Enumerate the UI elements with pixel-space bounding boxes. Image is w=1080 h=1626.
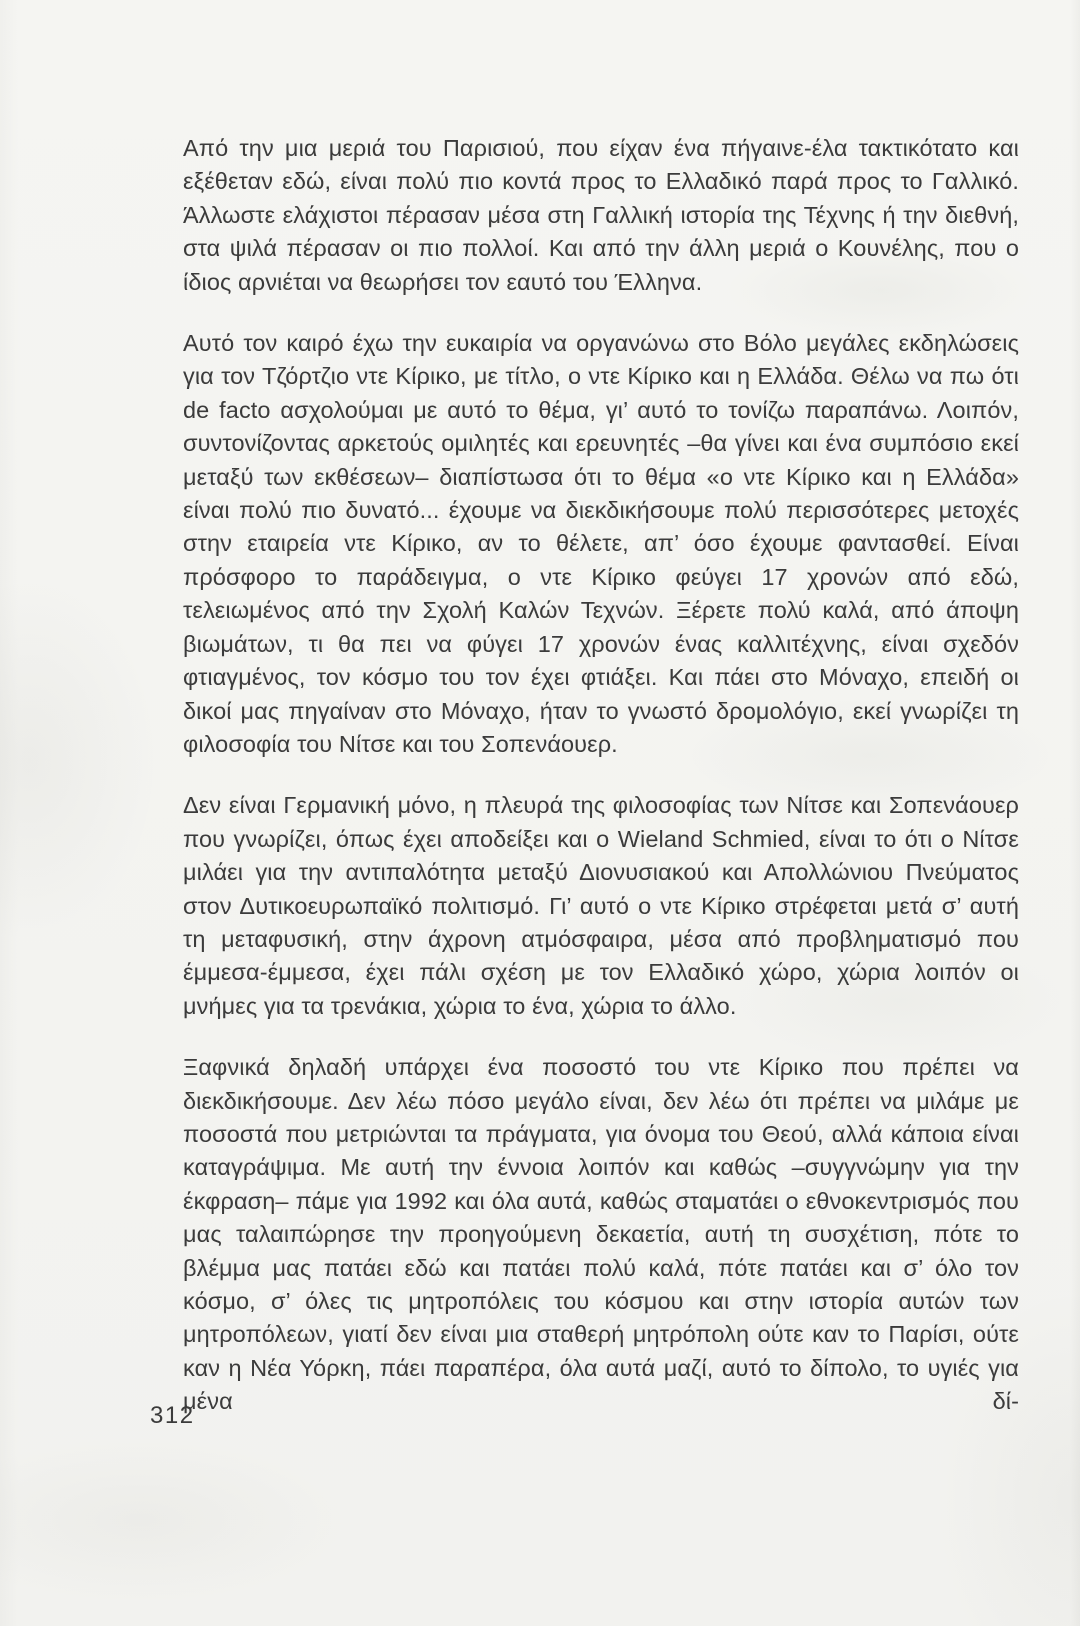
paragraph-2: Αυτό τον καιρό έχω την ευκαιρία να οργανώνω στο Βόλο μεγάλες εκδηλώσεις για τον Τζόρτζιο ντε Κίρικο, με τίτλο, ο ντε Κίρικο και η Ελλάδα. Θέλω να πω ότι de facto ασχολούμαι με αυτό το θέμα, γι’ αυτό το τονίζω παραπάνω. Λοιπόν, συντονίζοντας αρκετούς ομιλητές και ερευνητές –θα γίνει και ένα συμπόσιο εκεί μεταξύ των εκθέσεων– διαπίστωσα ότι το θέμα «ο ντε Κίρικο και η Ελλάδα» είναι πολύ πιο δυνατό... έχουμε να διεκδικήσουμε πολύ περισσότερες μετοχές στην εταιρεία ντε Κίρικο, αν το θέλετε, απ’ όσο έχουμε φαντασθεί. Είναι πρόσφορο το παράδειγμα, ο ντε Κίρικο φεύγει 17 χρονών από εδώ, τελειωμένος από την Σχολή Καλών Τεχνών. Ξέρετε πολύ καλά, από άποψη βιωμάτων, τι θα πει να φύγει 17 χρονών ένας καλλιτέχνης, είναι σχεδόν φτιαγμένος, τον κόσμο του τον έχει φτιάξει. Και πάει στο Μόναχο, επειδή οι δικοί μας πηγαίναν στο Μόναχο, ήταν το γνωστό δρομολόγιο, εκεί γνωρίζει τη φιλοσοφία του Νίτσε και του Σοπενάουερ.	[183, 330, 1019, 757]
paragraph-4: Ξαφνικά δηλαδή υπάρχει ένα ποσοστό του ντε Κίρικο που πρέπει να διεκδικήσουμε. Δεν λέω πόσο μεγάλο είναι, δεν λέω ότι πρέπει να μιλάμε με ποσοστά που μετριώνται τα πράγματα, για όνομα του Θεού, αλλά κάποια είναι καταγράψιμα. Με αυτή την έννοια λοιπόν και καθώς –συγγνώμην για την έκφραση– πάμε για 1992 και όλα αυτά, καθώς σταματάει ο εθνοκεντρισμός που μας ταλαιπώρησε την προηγούμενη δεκαετία, αυτή τη συσχέτιση, πότε το βλέμμα μας πατάει εδώ και πατάει πολύ καλά, πότε πατάει και σ’ όλο τον κόσμο, σ’ όλες τις μητροπόλεις του κόσμου και στην ιστορία αυτών των μητροπόλεων, γιατί δεν είναι μια σταθερή μητρόπολη ούτε καν το Παρίσι, ούτε καν η Νέα Υόρκη, πάει παραπέρα, όλα αυτά μαζί, αυτό το δίπολο, το υγιές για μένα δί-	[183, 1054, 1019, 1415]
paragraph-1: Από την μια μεριά του Παρισιού, που είχαν ένα πήγαινε-έλα τακτικότατο και εξέθεταν εδώ, είναι πολύ πιο κοντά προς το Ελλαδικό παρά προς το Γαλλικό. Άλλωστε ελάχιστοι πέρασαν μέσα στη Γαλλική ιστορία της Τέχνης ή την διεθνή, στα ψιλά πέρασαν οι πιο πολλοί. Και από την άλλη μεριά ο Κουνέλης, που ο ίδιος αρνιέται να θεωρήσει τον εαυτό του Έλληνα.	[183, 135, 1019, 295]
page-number: 312	[150, 1402, 195, 1429]
paragraph-3: Δεν είναι Γερμανική μόνο, η πλευρά της φιλοσοφίας των Νίτσε και Σοπενάουερ που γνωρίζει, όπως έχει αποδείξει και ο Wieland Schmied, είναι το ότι ο Νίτσε μιλάει για την αντιπαλότητα μεταξύ Διονυσιακού και Απολλώνιου Πνεύματος στον Δυτικοευρωπαϊκό πολιτισμό. Γι’ αυτό ο ντε Κίρικο στρέφεται μετά σ’ αυτή τη μεταφυσική, στην άχρονη ατμόσφαιρα, μέσα από προβληματισμό που έμμεσα-έμμεσα, έχει πάλι σχέση με τον Ελλαδικό χώρο, χώρια λοιπόν οι μνήμες για τα τρενάκια, χώρια το ένα, χώρια το άλλο.	[183, 792, 1019, 1019]
text-column	[183, 132, 1019, 1419]
